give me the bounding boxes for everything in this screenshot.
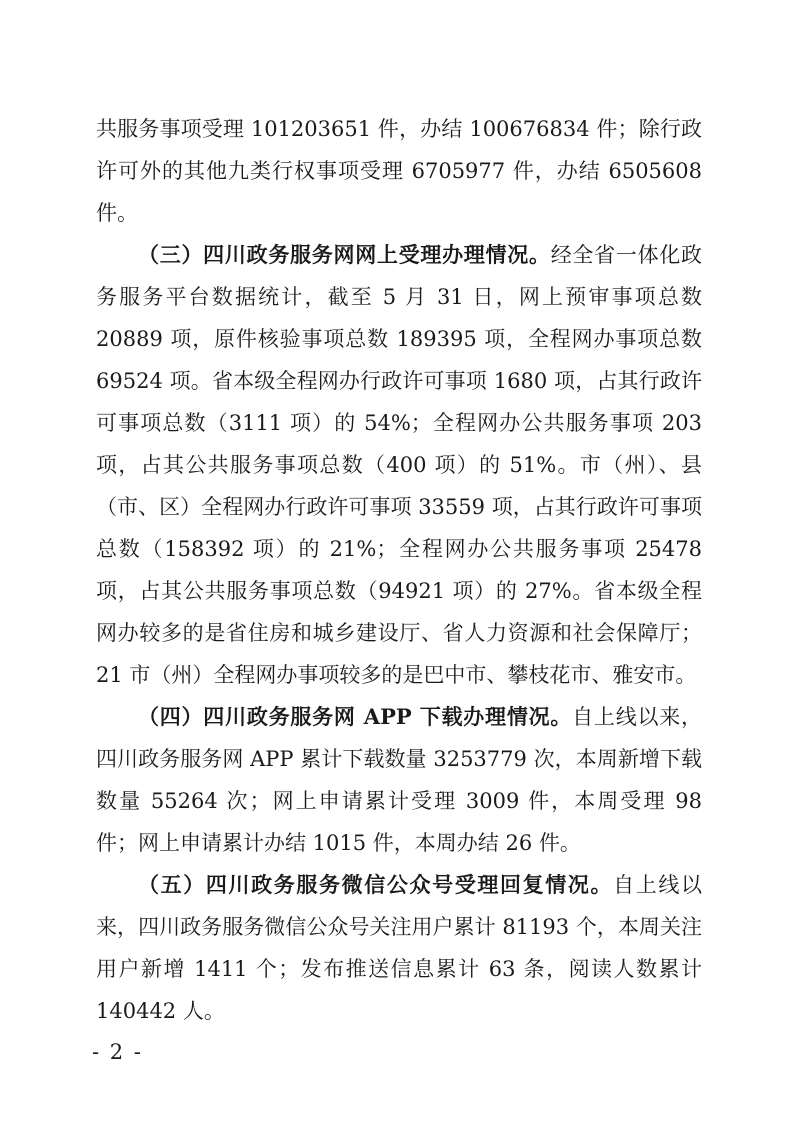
document-body [96, 108, 702, 1032]
paragraph-text: 自上线以来，四川政务服务微信公众号关注用户累计 81193 个，本周关注用户新增 1411 个；发布推送信息累计 63 条，阅读人数累计 140442 人。 [96, 873, 702, 1023]
paragraph-text: 经全省一体化政务服务平台数据统计，截至 5 月 31 日，网上预审事项总数 20889 项，原件核验事项总数 189395 项，全程网办事项总数 69524 项。省本级全程网办行政许可事项 1680 项，占其行政许可事项总数（3111 项）的 54%；全程网办公共服务事项 203 项，占其公共服务事项总数（400 项）的 51%。市（州）、县（市、区）全程网办行政许可事项 33559 项，占其行政许可事项总数（158392 项）的 21%；全程网办公共服务事项 25478 项，占其公共服务事项总数（94921 项）的 27%。省本级全程网办较多的是省住房和城乡建设厅、省人力资源和社会保障厅；21 市（州）全程网办事项较多的是巴中市、攀枝花市、雅安市。 [96, 243, 703, 687]
paragraph-section-3 [96, 234, 702, 696]
section-heading: （三）四川政务服务网网上受理办理情况。 [138, 242, 551, 267]
paragraph-section-5 [96, 864, 702, 1032]
page-number: - 2 - [92, 1040, 143, 1064]
section-heading: （四）四川政务服务网 APP 下载办理情况。 [138, 704, 573, 729]
section-heading: （五）四川政务服务微信公众号受理回复情况。 [138, 872, 614, 897]
paragraph-text: 自上线以来，四川政务服务网 APP 累计下载数量 3253779 次，本周新增下载数量 55264 次；网上申请累计受理 3009 件，本周受理 98 件；网上申请累计办结 1015 件，本周办结 26 件。 [96, 705, 703, 855]
paragraph-continuation [96, 108, 702, 234]
paragraph-text: 共服务事项受理 101203651 件，办结 100676834 件；除行政许可外的其他九类行权事项受理 6705977 件，办结 6505608 件。 [96, 117, 702, 225]
paragraph-section-4 [96, 696, 702, 864]
